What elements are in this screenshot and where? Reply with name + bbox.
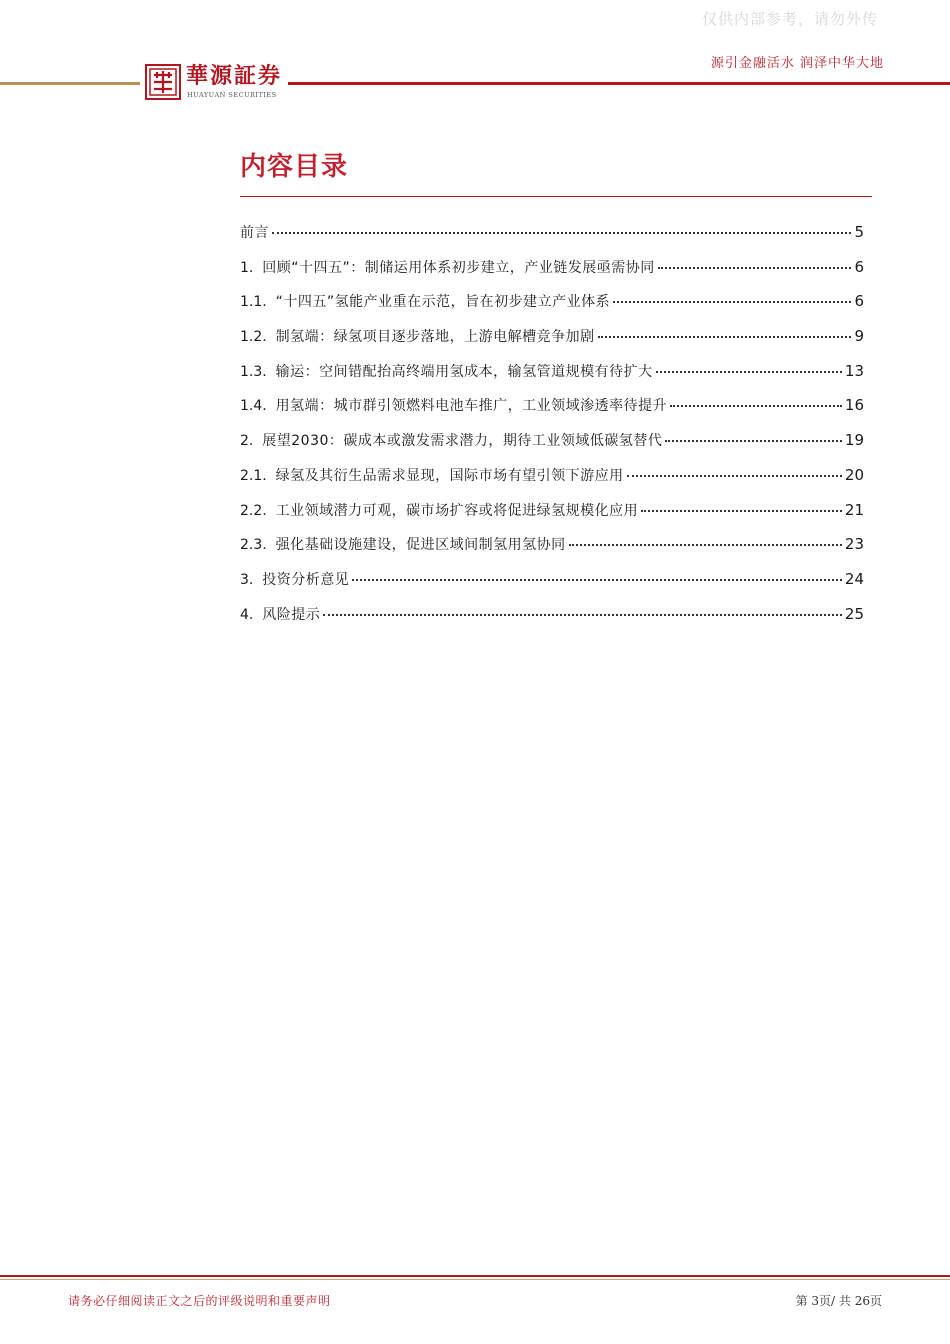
toc-entry-text: 用氢端：城市群引领燃料电池车推广，工业领域渗透率待提升 — [275, 398, 668, 415]
toc-entry[interactable] — [240, 569, 864, 604]
toc-entry-number: 1.3. — [240, 363, 276, 380]
toc-entry[interactable] — [240, 604, 864, 639]
toc-title-rule — [240, 196, 872, 197]
toc-entry-page: 19 — [844, 431, 864, 450]
toc-entry-text: 回顾“十四五”：制储运用体系初步建立，产业链发展亟需协同 — [262, 259, 655, 276]
toc-leader-dots — [670, 405, 842, 407]
toc-entry-page: 13 — [844, 361, 864, 380]
toc-leader-dots — [323, 614, 842, 616]
header-rule-gold — [0, 82, 140, 85]
toc-leader-dots — [665, 440, 842, 442]
toc-entry-number: 1. — [240, 259, 263, 276]
toc-entry[interactable] — [240, 534, 864, 569]
toc-entry-page: 21 — [844, 500, 864, 519]
footer-rule-gold — [0, 1279, 950, 1280]
toc-entry-number: 1.1. — [240, 294, 276, 311]
watermark: 仅供内部参考，请勿外传 — [701, 10, 878, 28]
toc-leader-dots — [627, 475, 842, 477]
logo-subtitle: HUAYUAN SECURITIES — [187, 91, 277, 99]
toc-leader-dots — [658, 267, 852, 269]
toc-entry-text: 展望2030：碳成本或激发需求潜力，期待工业领域低碳氢替代 — [262, 433, 663, 450]
toc-entry-page: 20 — [844, 465, 864, 484]
toc-entry-number: 2.1. — [240, 467, 276, 484]
toc-leader-dots — [613, 301, 851, 303]
toc-entry-number: 4. — [240, 606, 263, 623]
footer-disclaimer: 请务必仔细阅读正文之后的评级说明和重要声明 — [68, 1294, 331, 1308]
toc-entry-text: 强化基础设施建设，促进区域间制氢用氢协同 — [275, 537, 566, 554]
toc-entry-page: 9 — [854, 327, 864, 346]
toc-title: 内容目录 — [240, 152, 349, 182]
toc-entry[interactable] — [240, 465, 864, 500]
toc-entry[interactable] — [240, 291, 864, 326]
toc-entry-page: 5 — [854, 223, 864, 241]
footer-rule — [0, 1275, 950, 1277]
toc-leader-dots — [598, 336, 852, 338]
logo-name: 華源証券 — [186, 63, 283, 89]
toc-list — [240, 222, 864, 638]
toc-entry-text: 前言 — [240, 225, 269, 241]
toc-entry-text: 工业领域潜力可观，碳市场扩容或将促进绿氢规模化应用 — [275, 502, 639, 519]
toc-entry-number: 1.4. — [240, 398, 276, 415]
toc-entry-text: “十四五”氢能产业重在示范，旨在初步建立产业体系 — [275, 294, 611, 311]
toc-entry[interactable] — [240, 395, 864, 430]
toc-entry-page: 6 — [854, 292, 864, 311]
toc-entry-number: 2. — [240, 433, 263, 450]
footer-page-info: 第 3页/ 共 26页 — [795, 1294, 882, 1308]
toc-leader-dots — [656, 371, 842, 373]
toc-entry-text: 制氢端：绿氢项目逐步落地，上游电解槽竞争加剧 — [275, 329, 595, 346]
toc-leader-dots — [641, 510, 842, 512]
toc-entry-text: 风险提示 — [262, 606, 321, 623]
toc-entry-number: 1.2. — [240, 329, 276, 346]
toc-entry[interactable] — [240, 222, 864, 257]
toc-entry-page: 16 — [844, 396, 864, 415]
header-rule-red — [288, 82, 950, 85]
toc-entry-text: 绿氢及其衍生品需求显现，国际市场有望引领下游应用 — [275, 467, 624, 484]
toc-entry-number: 3. — [240, 571, 263, 588]
toc-entry-page: 23 — [844, 535, 864, 554]
toc-entry-number: 2.2. — [240, 502, 276, 519]
header-slogan: 源引金融活水 润泽中华大地 — [710, 56, 884, 71]
toc-entry[interactable] — [240, 361, 864, 396]
toc-entry-text: 投资分析意见 — [262, 571, 350, 588]
toc-entry[interactable] — [240, 430, 864, 465]
toc-leader-dots — [569, 544, 842, 546]
toc-entry-number: 2.3. — [240, 537, 276, 554]
logo-seal-icon — [145, 64, 181, 100]
toc-entry[interactable] — [240, 326, 864, 361]
toc-leader-dots — [272, 232, 851, 234]
toc-entry-page: 6 — [854, 257, 864, 276]
toc-entry-text: 输运：空间错配抬高终端用氢成本，输氢管道规模有待扩大 — [275, 363, 653, 380]
toc-entry[interactable] — [240, 257, 864, 292]
toc-entry-page: 25 — [844, 604, 864, 623]
toc-entry-page: 24 — [844, 569, 864, 588]
toc-entry[interactable] — [240, 500, 864, 535]
toc-leader-dots — [352, 579, 842, 581]
